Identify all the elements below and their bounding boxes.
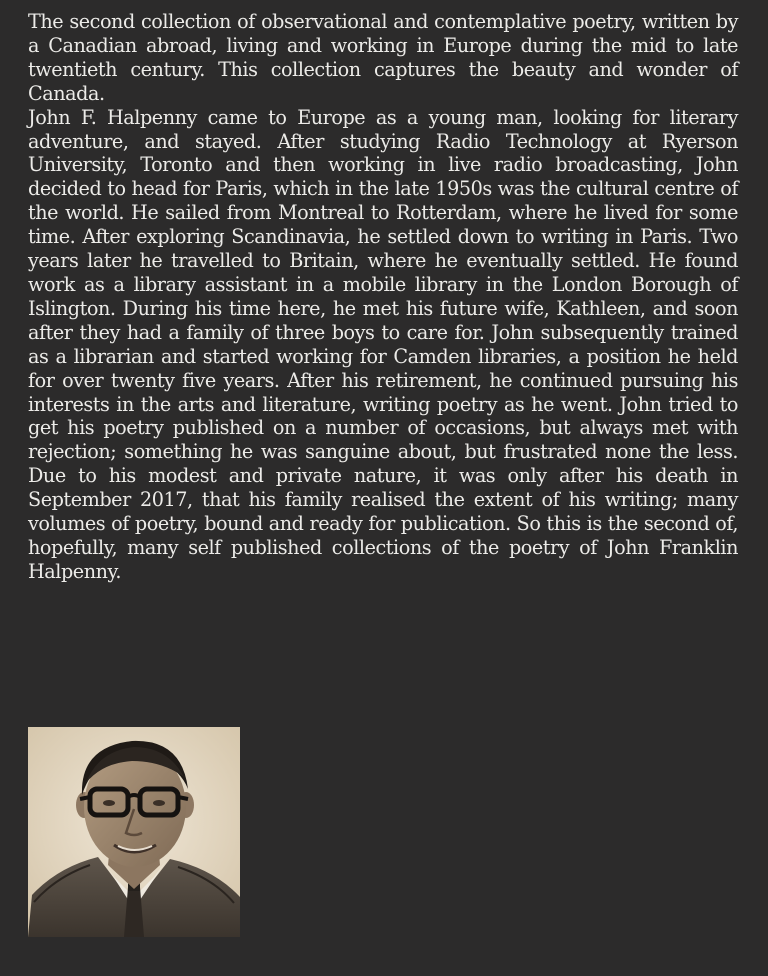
biography-paragraph: John F. Halpenny came to Europe as a young man, looking for literary adventure, and stayed. After studying Radio Technology at Ryerson University, Toronto and then working in live radio broadcasting, John decided to head for Paris, which in the late 1950s was the cultural centre of the world. He sailed from Montreal to Rotterdam, where he lived for some time. After exploring Scandinavia, he settled down to writing in Paris. Two years later he travelled to Britain, where he eventually settled. He found work as a library assistant in a mobile library in the London Borough of Islington. During his time here, he met his future wife, Kathleen, and soon after they had a family of three boys to care for. John subsequently trained as a librarian and started working for Camden libraries, a position he held for over twenty five years. After his retirement, he continued pursuing his interests in the arts and literature, writing poetry as he went. John tried to get his poetry published on a number of occasions, but always met with rejection; something he was sanguine about, but frustrated none the less. Due to his modest and private nature, it was only after his death in September 2017, that his family realised the extent of his writing; many volumes of poetry, bound and ready for publication. So this is the second of, hopefully, many self published collections of the poetry of John Franklin Halpenny. xyxy=(28,105,738,583)
cover-blurb xyxy=(28,10,738,584)
intro-paragraph: The second collection of observational and contemplative poetry, written by a Canadian abroad, living and working in Europe during the mid to late twentieth century. This collection captures the beauty and wonder of Canada. xyxy=(28,10,738,105)
author-portrait-photo xyxy=(28,727,240,937)
